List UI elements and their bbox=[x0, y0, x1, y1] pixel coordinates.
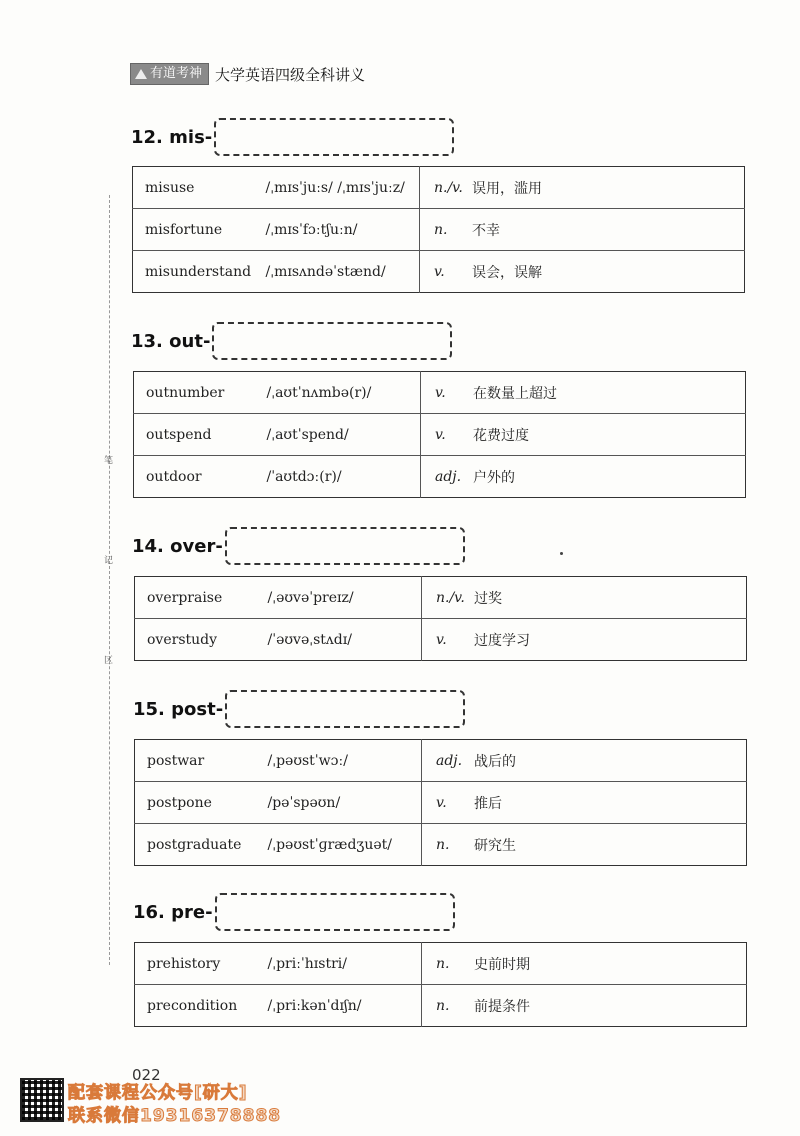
part-of-speech: adj. bbox=[421, 456, 474, 498]
word: misunderstand bbox=[133, 251, 266, 293]
prefix-answer-box bbox=[212, 322, 452, 360]
part-of-speech: v. bbox=[420, 251, 473, 293]
vocab-table-over bbox=[134, 576, 747, 661]
vocab-table-mis bbox=[132, 166, 745, 293]
vocab-table-out bbox=[133, 371, 746, 498]
vocab-table-post bbox=[134, 739, 747, 866]
table-row bbox=[135, 782, 747, 824]
table-row bbox=[135, 577, 747, 619]
meaning: 过奖 bbox=[474, 590, 502, 607]
part-of-speech: n. bbox=[422, 824, 475, 866]
phonetic: /ˌəʊvəˈpreɪz/ bbox=[268, 577, 422, 619]
meaning: 史前时期 bbox=[474, 956, 530, 973]
watermark-line-2: 联系微信19316378888 bbox=[68, 1106, 282, 1126]
phonetic: /ˌmɪsˈfɔːtʃuːn/ bbox=[266, 209, 420, 251]
phonetic: /ˌmɪsʌndəˈstænd/ bbox=[266, 251, 420, 293]
part-of-speech: v. bbox=[422, 782, 475, 824]
part-of-speech: adj. bbox=[436, 752, 463, 769]
brand-logo-text: 有道考神 bbox=[150, 66, 203, 81]
prefix-answer-box bbox=[214, 118, 454, 156]
table-row bbox=[134, 372, 746, 414]
word: precondition bbox=[135, 985, 268, 1027]
word: outdoor bbox=[134, 456, 267, 498]
part-of-speech: v. bbox=[422, 619, 475, 661]
header-title: 大学英语四级全科讲义 bbox=[215, 65, 366, 84]
section-title-out bbox=[131, 322, 452, 360]
word: overpraise bbox=[147, 589, 223, 606]
meaning: 花费过度 bbox=[473, 414, 746, 456]
word: postwar bbox=[147, 752, 205, 769]
meaning: 误会，误解 bbox=[472, 251, 745, 293]
phonetic: /pəˈspəʊn/ bbox=[268, 782, 422, 824]
section-title-pre bbox=[133, 893, 455, 931]
brand-logo bbox=[130, 63, 209, 85]
margin-char-2: 记 bbox=[104, 556, 114, 566]
prefix-answer-box bbox=[215, 893, 455, 931]
word: misfortune bbox=[133, 209, 266, 251]
word: outspend bbox=[134, 414, 267, 456]
page-header bbox=[130, 63, 365, 85]
part-of-speech: v. bbox=[421, 414, 474, 456]
section-title-text: 15. post- bbox=[133, 698, 224, 720]
margin-char-3: 区 bbox=[104, 656, 114, 666]
prefix-answer-box bbox=[225, 690, 465, 728]
watermark-line-1: 配套课程公众号[研大] bbox=[68, 1083, 248, 1103]
phonetic: /ˌpəʊstˈɡrædʒuət/ bbox=[268, 824, 422, 866]
meaning: 误用，滥用 bbox=[472, 180, 542, 197]
section-title-mis bbox=[131, 118, 454, 156]
word: prehistory bbox=[147, 955, 221, 972]
word: outnumber bbox=[146, 384, 225, 401]
table-row bbox=[133, 209, 745, 251]
section-title-over bbox=[132, 527, 465, 565]
table-row bbox=[134, 456, 746, 498]
word: misuse bbox=[145, 179, 195, 196]
vocab-table-pre bbox=[134, 942, 747, 1027]
table-row bbox=[133, 167, 745, 209]
phonetic: /ˌaʊtˈspend/ bbox=[267, 414, 421, 456]
section-title-text: 14. over- bbox=[132, 535, 223, 557]
notes-margin-line bbox=[109, 195, 110, 965]
qr-code-icon bbox=[20, 1078, 64, 1122]
table-row bbox=[135, 740, 747, 782]
page-number: 022 bbox=[132, 1066, 161, 1084]
part-of-speech: n. bbox=[436, 955, 450, 972]
table-row bbox=[135, 943, 747, 985]
part-of-speech: n. bbox=[422, 985, 475, 1027]
meaning: 前提条件 bbox=[474, 985, 747, 1027]
meaning: 过度学习 bbox=[474, 619, 747, 661]
table-row bbox=[135, 824, 747, 866]
meaning: 户外的 bbox=[473, 456, 746, 498]
meaning: 不幸 bbox=[472, 209, 745, 251]
margin-char-1: 笔 bbox=[104, 456, 114, 466]
phonetic: /ˌpəʊstˈwɔː/ bbox=[268, 740, 422, 782]
section-title-text: 12. mis- bbox=[131, 126, 213, 148]
phonetic: /ˈəʊvəˌstʌdɪ/ bbox=[268, 619, 422, 661]
section-title-post bbox=[133, 690, 465, 728]
meaning: 战后的 bbox=[474, 753, 516, 770]
book-icon bbox=[135, 69, 147, 79]
word: postgraduate bbox=[135, 824, 268, 866]
prefix-answer-box bbox=[225, 527, 465, 565]
table-row bbox=[134, 414, 746, 456]
phonetic: /ˌmɪsˈjuːs/ /ˌmɪsˈjuːz/ bbox=[266, 167, 420, 209]
meaning: 在数量上超过 bbox=[473, 385, 557, 402]
phonetic: /ˌpriːˈhɪstri/ bbox=[268, 943, 422, 985]
table-row bbox=[135, 985, 747, 1027]
table-row bbox=[135, 619, 747, 661]
phonetic: /ˈaʊtdɔː(r)/ bbox=[267, 456, 421, 498]
part-of-speech: n./v. bbox=[434, 179, 463, 196]
meaning: 推后 bbox=[474, 782, 747, 824]
section-title-text: 16. pre- bbox=[133, 901, 213, 923]
phonetic: /ˌpriːkənˈdɪʃn/ bbox=[268, 985, 422, 1027]
word: overstudy bbox=[135, 619, 268, 661]
table-row bbox=[133, 251, 745, 293]
word: postpone bbox=[135, 782, 268, 824]
stray-mark bbox=[560, 552, 563, 555]
meaning: 研究生 bbox=[474, 824, 747, 866]
phonetic: /ˌaʊtˈnʌmbə(r)/ bbox=[267, 372, 421, 414]
part-of-speech: n. bbox=[420, 209, 473, 251]
part-of-speech: v. bbox=[435, 384, 446, 401]
part-of-speech: n./v. bbox=[436, 589, 465, 606]
section-title-text: 13. out- bbox=[131, 330, 211, 352]
